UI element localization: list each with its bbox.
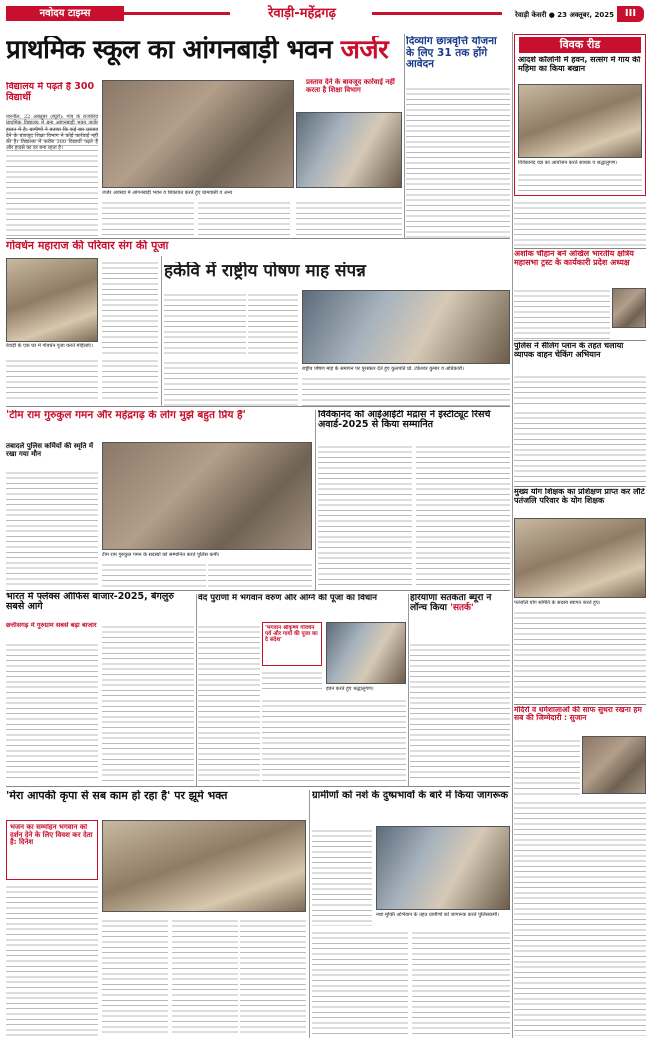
poshan-body3	[164, 358, 298, 406]
flipkart-sub: छत्तीसगढ़ में गुरुग्राम सबसे बढ़ा बाजार	[6, 622, 97, 629]
mandir-body2	[514, 798, 646, 1036]
lead-sub2: प्रस्ताव देने के बावजूद कार्रवाई नहीं करता है शिक्षा विभाग	[306, 78, 395, 95]
ved-body2	[262, 668, 322, 692]
lead-body-col2	[102, 198, 194, 238]
kripa-headline: 'मेरा आपकी कृपा से सब काम हो रहा है' पर झूमे भक्त	[6, 790, 228, 802]
rule-right-2	[514, 340, 646, 341]
kripa-body1	[6, 882, 98, 1036]
gurukul-caption: टीम राम गुरुकुल गमन के सदस्यों को सम्मानित करते पुलिस कर्मी।	[102, 552, 220, 558]
gobardhan-photo	[6, 258, 98, 342]
ved-body1	[198, 622, 260, 782]
police-body2	[514, 408, 646, 484]
gobardhan-headline: गोवर्धन महाराज की परिवार संग की पूजा	[6, 240, 169, 252]
rule-gurukul-bottom	[6, 590, 510, 591]
vivek-headline-wide	[406, 54, 646, 80]
lead-sub1: विद्यालय में पढ़ते हैं 300 विद्यार्थी	[6, 82, 95, 103]
masthead-rule-right	[372, 12, 502, 15]
rule-right-4	[514, 704, 646, 705]
kripa-body4	[240, 916, 306, 1036]
poshan-body1	[164, 290, 246, 354]
col-divider-ved	[196, 594, 197, 786]
vivekanand-body2	[416, 442, 510, 588]
vivek-label: विवक रीड	[519, 37, 641, 53]
kripa-photo	[102, 820, 306, 912]
vivekanand-body1	[318, 442, 412, 588]
vivekanand-headline: विवेकानंद को आईआईटी मद्रास ने इंस्टीट्यूट रिसर्च अवार्ड-2025 से किया सम्मानित	[318, 410, 491, 431]
ved-quote: 'भगवान श्रीकृष्ण गोवर्धन पर्व और गायों की पूजा का दे संदेश'	[265, 625, 318, 644]
lead-caption: जर्जर अवस्था में आंगनबाड़ी भवन व शिकायत करते हुए ग्रामवासी व अन्य	[102, 190, 233, 196]
gobardhan-body1	[102, 258, 158, 356]
lead-headline-part-a: प्राथमिक स्कूल का आंगनबाड़ी भवन	[6, 36, 341, 65]
gobardhan-caption: रेवाड़ी के एक घर में गोवर्धन पूजा करते महिलाएं।	[6, 343, 93, 349]
gurukul-body3	[208, 560, 312, 588]
ved-photo	[326, 622, 406, 684]
col-divider-gurukul	[315, 410, 316, 590]
gurukul-headline: 'टीम राम गुरुकुल गमन और महेंद्रगढ़ के लोग मुझे बहुत प्रिय हैं'	[6, 410, 246, 421]
ashok-body	[514, 286, 610, 340]
flipkart-body1	[6, 640, 98, 782]
ved-headline: वेद पुराणों में भगवान वरुण और अग्नि की पूजा का विधान	[198, 594, 377, 603]
rule-lead-bottom	[6, 238, 510, 239]
col-divider-nashe	[309, 790, 310, 1038]
rule-gobardhan-bottom	[6, 406, 510, 407]
gobardhan-body2	[6, 356, 98, 402]
vivek-body-long	[514, 198, 646, 248]
col-divider-gobardhan	[161, 256, 162, 406]
yoga-caption: पतंजलि योग समिति के सदस्य स्वागत करते हुए।	[514, 600, 601, 606]
poshan-body2	[248, 290, 298, 354]
flipkart-headline: भारत में फ्लेक्स ऑफिस बाजार-2025, बेंगलुरु सबसे आगे	[6, 592, 174, 613]
nashe-body2	[312, 928, 408, 1036]
lead-photo-right	[296, 112, 402, 188]
kripa-quote: भजन का सम्मोहन भगवान को दर्शन देने के लिए विवश कर देता है: दिनेश	[10, 824, 93, 847]
poshan-photo	[302, 290, 510, 364]
divyang-headline: दिव्यांग छात्रवृत्ति योजना के लिए 31 तक होंगे आवेदन	[406, 36, 497, 71]
page-number: III	[617, 6, 644, 22]
gurukul-sub: तबादले पुलिस कर्मियों की स्मृति में रखा गया मौन	[6, 442, 94, 459]
haryana-headline-a: हरियाणा सतर्कता ब्यूरो ने लॉन्च किया	[410, 594, 492, 613]
flipkart-body2	[102, 622, 194, 782]
col-divider-lead	[404, 34, 405, 238]
vivek-headline: आदर्श कॉलोनी में हवन, सत्संग में गाय की महिमा का किया बखान	[518, 56, 641, 73]
lead-headline	[6, 36, 402, 74]
vivek-body	[518, 170, 642, 194]
mandir-body1	[514, 736, 580, 796]
nashe-photo	[376, 826, 510, 910]
poshan-body4	[302, 374, 510, 406]
mandir-photo	[582, 736, 646, 794]
paper-name: नवोदय टाइम्स	[39, 8, 91, 19]
lead-body-col3	[198, 198, 290, 238]
nashe-body1	[312, 826, 372, 926]
nashe-headline: ग्रामीणों को नशे के दुष्प्रभावों के बारे में किया जागरूक	[312, 790, 509, 801]
masthead-rule-left	[124, 12, 230, 15]
haryana-body	[410, 640, 510, 782]
col-divider-right	[512, 32, 513, 1038]
section-name: रेवाड़ी-महेंद्रगढ़	[268, 6, 336, 21]
nashe-caption: नशा मुक्ति अभियान के तहत ग्रामीणों को जागरूक करते पुलिसकर्मी।	[376, 912, 500, 918]
ved-quote-box	[262, 622, 322, 666]
masthead-left-bar	[6, 6, 124, 21]
col-divider-haryana	[408, 594, 409, 786]
ved-caption: हवन करते हुए श्रद्धालुगण।	[326, 686, 374, 692]
divyang-body	[406, 84, 510, 238]
police-headline: पुलिस ने सैलिंग प्लान के तहत चलाया व्यापक वाहन चेकिंग अभियान	[514, 342, 624, 359]
ved-body3	[262, 696, 406, 782]
poshan-headline: हकेवि में राष्ट्रीय पोषण माह संपन्न	[164, 262, 366, 281]
gurukul-body2	[102, 560, 206, 588]
gurukul-photo	[102, 442, 312, 550]
lead-body-col1	[6, 114, 98, 236]
kripa-body3	[172, 916, 238, 1036]
rule-right-3	[514, 486, 646, 487]
police-body	[514, 372, 646, 406]
kripa-body2	[102, 916, 168, 1036]
lead-headline-part-b: जर्जर	[340, 36, 389, 65]
yoga-body	[514, 608, 646, 702]
lead-body-col4	[296, 198, 402, 238]
edition-line: रेवाड़ी केसरी ● 23 अक्तूबर, 2025	[514, 11, 614, 19]
rule-right-1	[514, 248, 646, 249]
lead-photo-main	[102, 80, 294, 188]
poshan-caption: राष्ट्रीय पोषण माह के समापन पर पुरस्कार देते हुए कुलपति प्रो. टंकेश्वर कुमार व अधिकारी।	[302, 366, 464, 372]
kripa-quote-box	[6, 820, 98, 880]
yoga-headline: मुख्य योग शिक्षक का प्रशिक्षण प्राप्त कर लौटे पतंजलि परिवार के योग शिक्षक	[514, 488, 645, 505]
masthead	[0, 0, 650, 28]
yoga-photo	[514, 518, 646, 598]
mandir-headline: मंदिरों व धर्मशालाओं की साफ सुथरा रखना हम सब की जिम्मेदारी : सुजान	[514, 706, 642, 723]
vivek-photo	[518, 84, 642, 158]
ashok-headline: अशोक चौहान बने अखिल भारतीय क्षत्रिय महासभा ट्रस्ट के कार्यकारी प्रदेश अध्यक्ष	[514, 250, 634, 267]
haryana-headline	[410, 594, 510, 638]
lead-body-text: नारनौल, 22 अक्तूबर (ब्यूरो): गांव के राजकीय प्राथमिक विद्यालय में बना आंगनबाड़ी भवन जर्जर हालत में है। ग्रामीणों ने बताया कि कई बार प्रस्ताव देने के बावजूद शिक्षा विभाग ने कोई कार्रवाई नहीं की है। विद्यालय में करीब 300 विद्यार्थी पढ़ते हैं और हादसे का डर बना रहता है।	[6, 114, 98, 152]
gurukul-body1	[6, 468, 98, 588]
haryana-headline-b: 'सतर्क'	[450, 602, 474, 613]
rule-ved-bottom	[6, 786, 510, 787]
gobardhan-body3	[102, 356, 158, 402]
vivek-caption: विवेकानंद यज्ञ का आयोजन करते साधक व श्रद्धालुगण।	[518, 160, 618, 166]
ashok-photo	[612, 288, 646, 328]
nashe-body3	[412, 928, 510, 1036]
